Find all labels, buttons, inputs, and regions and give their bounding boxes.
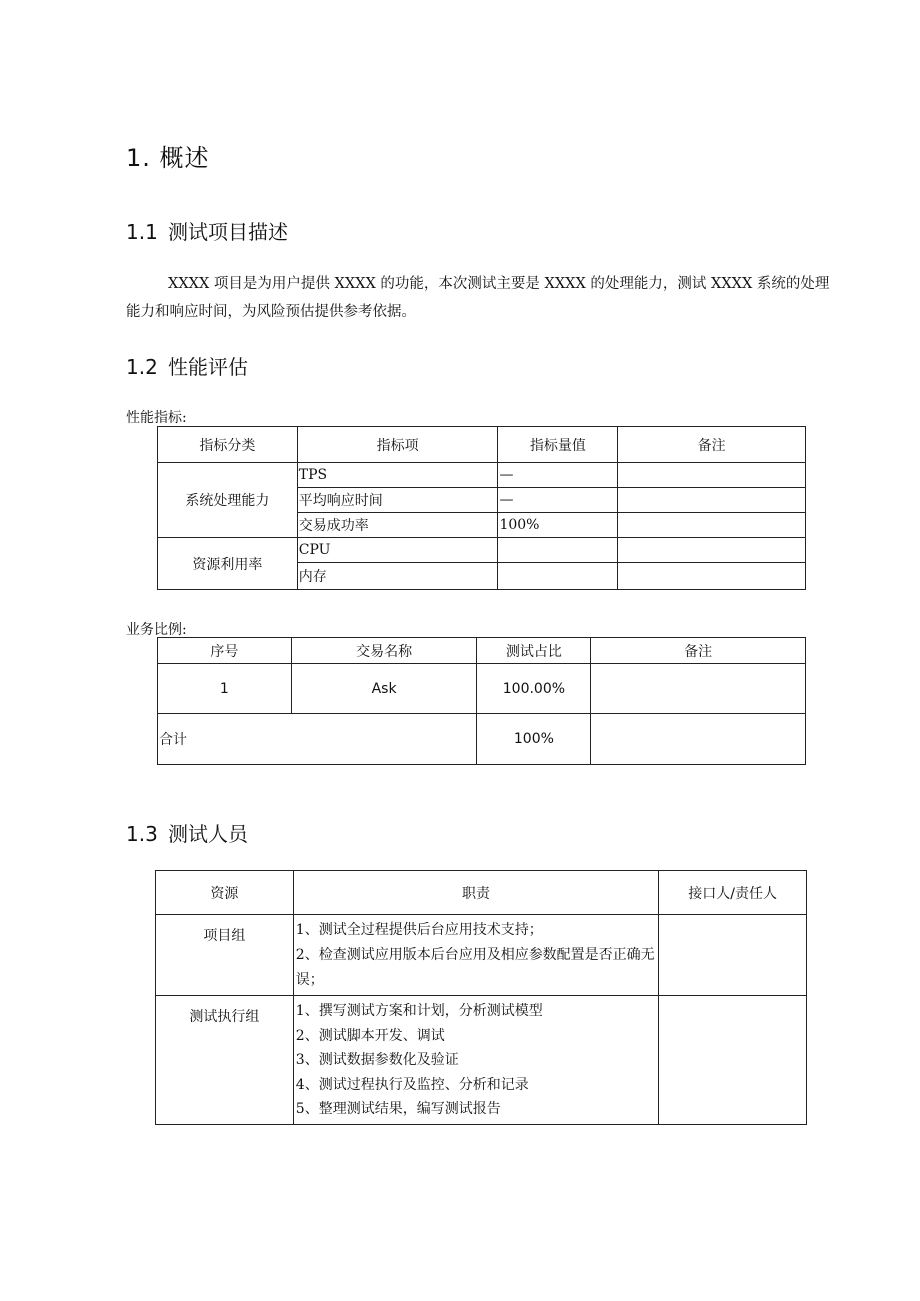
staff-duty-cell xyxy=(293,915,658,996)
table-row xyxy=(158,538,806,563)
duty-line: 1、测试全过程提供后台应用技术支持； xyxy=(295,922,543,938)
table-row xyxy=(158,463,806,488)
table-row xyxy=(156,915,807,996)
project-description: XXXX 项目是为用户提供 XXXX 的功能，本次测试主要是 XXXX 的处理能力，测试 XXXX 系统的处理能力和响应时间，为风险预估提供参考依据。 xyxy=(126,276,830,320)
perf-item-cell: TPS xyxy=(297,463,498,488)
perf-note-cell xyxy=(618,513,806,538)
staff-header-resource: 资源 xyxy=(156,871,294,915)
test-staff-table xyxy=(155,870,807,1125)
duty-line: 5、整理测试结果，编写测试报告 xyxy=(295,1101,501,1117)
section-1-2-heading xyxy=(126,351,248,380)
perf-metrics-table xyxy=(157,426,806,590)
perf-header-note: 备注 xyxy=(618,427,806,463)
staff-header-owner: 接口人/责任人 xyxy=(659,871,807,915)
biz-no-cell: 1 xyxy=(158,664,292,714)
perf-value-cell xyxy=(498,538,618,563)
perf-value-cell: 100% xyxy=(498,513,618,538)
perf-category-cell: 资源利用率 xyxy=(158,538,298,590)
duty-line: 2、测试脚本开发、调试 xyxy=(295,1027,445,1044)
biz-header-ratio: 测试占比 xyxy=(477,638,591,664)
duty-line: 1、撰写测试方案和计划，分析测试模型 xyxy=(295,1003,543,1019)
staff-owner-cell xyxy=(659,915,807,996)
section-1-3-title: 测试人员 xyxy=(168,822,248,846)
perf-note-cell xyxy=(618,563,806,590)
section-1-2-number: 1.2 xyxy=(126,355,158,379)
perf-item-cell: CPU xyxy=(297,538,498,563)
section-1-title: 1. 概述 xyxy=(126,144,210,172)
staff-resource-cell: 测试执行组 xyxy=(156,996,294,1125)
biz-header-row xyxy=(158,638,806,664)
staff-header-row xyxy=(156,871,807,915)
perf-value-cell: — xyxy=(498,463,618,488)
biz-note-cell xyxy=(591,664,806,714)
duty-line: 3、测试数据参数化及验证 xyxy=(295,1052,459,1068)
biz-total-note xyxy=(591,714,806,765)
staff-resource-cell: 项目组 xyxy=(156,915,294,996)
section-1-3-heading xyxy=(126,818,248,847)
section-1-2-title: 性能评估 xyxy=(168,355,248,379)
perf-note-cell xyxy=(618,488,806,513)
table-row xyxy=(156,996,807,1125)
section-1-1-number: 1.1 xyxy=(126,220,158,244)
table-row xyxy=(158,664,806,714)
biz-header-note: 备注 xyxy=(591,638,806,664)
perf-value-cell xyxy=(498,563,618,590)
duty-line: 4、测试过程执行及监控、分析和记录 xyxy=(295,1076,529,1093)
duty-line: 2、检查测试应用版本后台应用及相应参数配置是否正确无误； xyxy=(295,947,655,988)
perf-category-cell: 系统处理能力 xyxy=(158,463,298,538)
biz-ratio-cell: 100.00% xyxy=(477,664,591,714)
biz-ratio-label: 业务比例: xyxy=(126,622,187,638)
biz-name-cell: Ask xyxy=(291,664,477,714)
perf-item-cell: 平均响应时间 xyxy=(297,488,498,513)
perf-header-row xyxy=(158,427,806,463)
biz-total-ratio: 100% xyxy=(477,714,591,765)
perf-header-value: 指标量值 xyxy=(498,427,618,463)
staff-owner-cell xyxy=(659,996,807,1125)
staff-header-duty: 职责 xyxy=(293,871,658,915)
biz-ratio-table xyxy=(157,637,806,765)
perf-item-cell: 内存 xyxy=(297,563,498,590)
perf-value-cell: — xyxy=(498,488,618,513)
perf-header-item: 指标项 xyxy=(297,427,498,463)
section-1-1-heading xyxy=(126,216,288,245)
biz-header-no: 序号 xyxy=(158,638,292,664)
perf-item-cell: 交易成功率 xyxy=(297,513,498,538)
perf-metrics-label: 性能指标: xyxy=(126,410,187,426)
section-1-1-title: 测试项目描述 xyxy=(168,220,288,244)
staff-duty-cell xyxy=(293,996,658,1125)
biz-header-name: 交易名称 xyxy=(291,638,477,664)
biz-total-label: 合计 xyxy=(158,714,477,765)
perf-header-category: 指标分类 xyxy=(158,427,298,463)
perf-note-cell xyxy=(618,538,806,563)
table-row xyxy=(158,714,806,765)
section-1-3-number: 1.3 xyxy=(126,822,158,846)
perf-note-cell xyxy=(618,463,806,488)
